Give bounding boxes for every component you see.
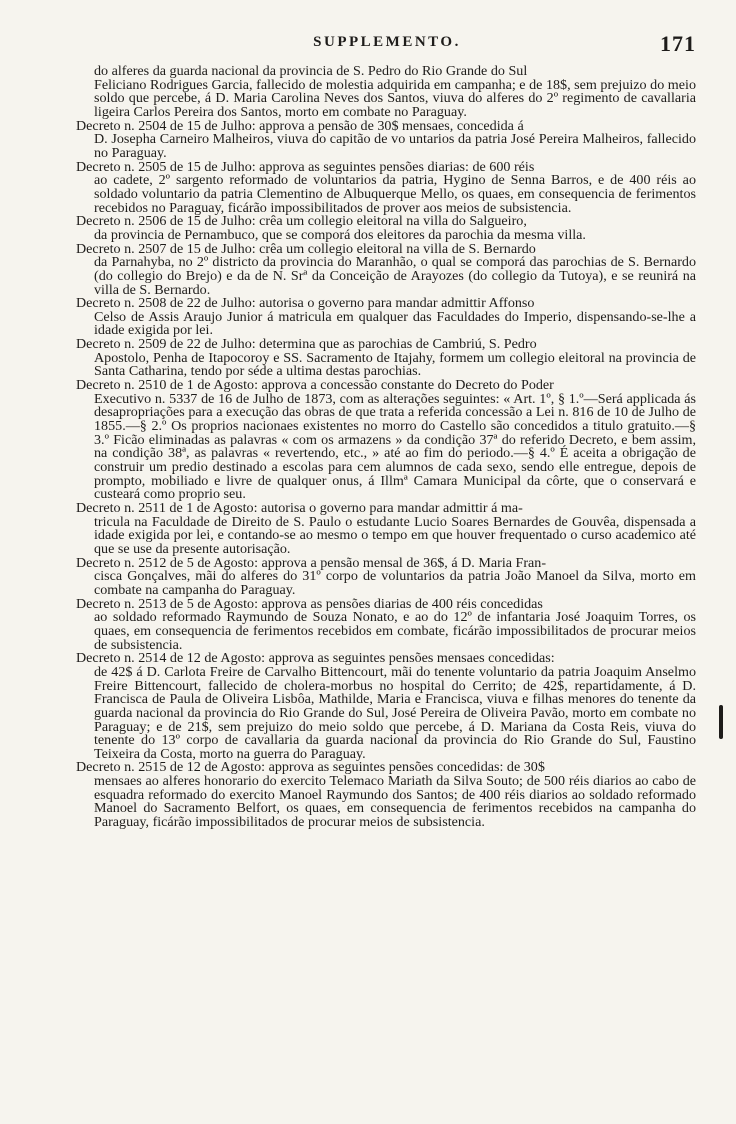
page-number: 171: [660, 31, 696, 56]
entry-continuation: Executivo n. 5337 de 16 de Julho de 1873, com as alterações seguintes: « Art. 1º, § 1.º—Será applicada ás desapropriações para a execução das obras de que trata a referida concessão a Lei n. 816 de 10 de Julho de 1855.—§ 2.º Os proprios nacionaes existentes no morro do Castello são concedidos a titulo gratuito.—§ 3.º Ficão eliminadas as palavras « com os armazens » da condição 37ª do referido Decreto, e bem assim, na condição 38ª, as palavras « revertendo, etc., » até ao fim do periodo.—§ 4.º É aceita a obrigação de construir um predio destinado a escolas para cem alumnos de cada sexo, sendo elle entregue, depois de prompto, mobiliado e livre de qualquer onus, á Illmª Camara Municipal da côrte, que o conservará e custeará como proprio seu.: [94, 390, 696, 503]
decree-entry: [76, 240, 696, 298]
entry-continuation: ao soldado reformado Raymundo de Souza Nonato, e ao do 12º de infantaria José Joaquim Torres, os quaes, em consequencia de ferimentos recebidos em combate, ficárão impossibilitados de procurar meios de subsistencia.: [94, 609, 696, 653]
margin-mark: [719, 705, 723, 739]
entry-first-line: Decreto n. 2508 de 22 de Julho: autorisa o governo para mandar admittir Affonso: [76, 295, 535, 312]
decree-entry: [76, 338, 696, 379]
decree-entry: [76, 65, 696, 120]
entry-first-line: Decreto n. 2505 de 15 de Julho: approva as seguintes pensões diarias: de 600 réis: [76, 158, 535, 175]
entry-first-line: Decreto n. 2515 de 12 de Agosto: approva as seguintes pensões concedidas: de 30$: [76, 759, 545, 776]
decree-entry: [76, 297, 696, 338]
entry-first-line: Decreto n. 2504 de 15 de Julho: approva a pensão de 30$ mensaes, concedida á: [76, 117, 524, 134]
entry-continuation: da provincia de Pernambuco, que se comporá dos eleitores da parochia da mesma villa.: [94, 226, 586, 243]
decree-entry: [76, 158, 696, 216]
entry-first-line: Decreto n. 2512 de 5 de Agosto: approva a pensão mensal de 36$, á D. Maria Fran-: [76, 554, 547, 571]
entry-continuation: Celso de Assis Araujo Junior á matricula em qualquer das Faculdades do Imperio, dispensando-se-lhe a idade exigida por lei.: [94, 308, 696, 339]
entry-continuation: cisca Gonçalves, mãi do alferes do 31º corpo de voluntarios da patria João Manoel da Silva, morto em combate na campanha do Paraguay.: [94, 568, 696, 598]
entry-continuation: ao cadete, 2º sargento reformado de voluntarios da patria, Hygino de Senna Barros, e de 400 réis ao soldado voluntario da patria Clementino de Albuquerque Mello, os quaes, em consequencia de ferimentos recebidos no Paraguay, ficárão impossibilitados de prover aos meios de subsistencia.: [94, 172, 696, 216]
entry-first-line: do alferes da guarda nacional da provincia de S. Pedro do Rio Grande do Sul: [94, 63, 528, 79]
entry-continuation: D. Josepha Carneiro Malheiros, viuva do capitão de vo untarios da patria José Pereira Malheiros, fallecido no Paraguay.: [94, 131, 696, 161]
decree-entry: [76, 379, 696, 502]
entry-continuation: Feliciano Rodrigues Garcia, fallecido de molestia adquirida em campanha; e de 18$, sem prejuizo do meio soldo que percebe, á D. Maria Carolina Neves dos Santos, viuva do alferes do 2º regimento de cavallaria ligeira Carlos Pereira dos Santos, morto em combate no Paraguay.: [94, 76, 696, 120]
entry-continuation: mensaes ao alferes honorario do exercito Telemaco Mariath da Silva Souto; de 500 réis diarios ao cabo de esquadra reformado do exercito Manoel Raymundo dos Santos; de 400 réis diarios ao soldado reformado Manoel do Sacramento Belfort, os quaes, em consequencia de ferimentos recebidos na campanha do Paraguay, ficárão impossibilitados de procurar meios de subsistencia.: [94, 773, 696, 831]
entry-continuation: tricula na Faculdade de Direito de S. Paulo o estudante Lucio Soares Bernardes de Gouvêa, dispensada a idade exigida por lei, e contando-se ao mesmo o tempo em que houver frequentado o curso academico até que se use da presente autorisação.: [94, 513, 696, 557]
decree-list: [76, 65, 696, 830]
entry-continuation: da Parnahyba, no 2º districto da provincia do Maranhão, o qual se comporá das parochias de S. Bernardo (do collegio do Brejo) e da de N. Srª da Conceição de Arayozes (do collegio da Tutoya), e se reunirá na villa de S. Bernardo.: [94, 254, 696, 298]
entry-first-line: Decreto n. 2506 de 15 de Julho: crêa um collegio eleitoral na villa do Salgueiro,: [76, 213, 527, 230]
decree-entry: [76, 652, 696, 761]
entry-first-line: Decreto n. 2509 de 22 de Julho: determina que as parochias de Cambriú, S. Pedro: [76, 336, 537, 353]
decree-entry: [76, 554, 696, 598]
decree-entry: [76, 595, 696, 653]
decree-entry: [76, 502, 696, 557]
running-head: SUPPLEMENTO.: [313, 34, 461, 50]
entry-first-line: Decreto n. 2513 de 5 de Agosto: approva as pensões diarias de 400 réis concedidas: [76, 595, 543, 612]
decree-entry: [76, 215, 696, 242]
entry-first-line: Decreto n. 2507 de 15 de Julho: crêa um collegio eleitoral na villa de S. Bernardo: [76, 240, 536, 257]
decree-entry: [76, 761, 696, 829]
entry-first-line: Decreto n. 2514 de 12 de Agosto: approva as seguintes pensões mensaes concedidas:: [76, 650, 555, 667]
entry-continuation: Apostolo, Penha de Itapocoroy e SS. Sacramento de Itajahy, formem um collegio eleitoral na provincia de Santa Catharina, tendo por séde a ultima destas parochias.: [94, 349, 696, 380]
entry-first-line: Decreto n. 2510 de 1 de Agosto: approva a concessão constante do Decreto do Poder: [76, 377, 554, 394]
entry-first-line: Decreto n. 2511 de 1 de Agosto: autorisa o governo para mandar admittir á ma-: [76, 500, 523, 516]
decree-entry: [76, 117, 696, 161]
entry-continuation: de 42$ á D. Carlota Freire de Carvalho Bittencourt, mãi do tenente voluntario da patria Joaquim Anselmo Freire Bittencourt, fallecido de cholera-morbus no hospital do Cerrito; de 42$, repartidamente, á D. Francisca de Paula de Oliveira Lisbôa, Mathilde, Maria e Francisca, viuva e filhas menores do tenente da guarda nacional da provincia do Rio Grande do Sul, José Pereira de Oliveira Pavão, morto em combate no Paraguay; e de 21$, sem prejuizo do meio soldo que percebe, á D. Mariana da Costa Reis, viuva do tenente do 13º corpo de cavallaria da guarda nacional da provincia do Rio Grande do Sul, Faustino Teixeira da Costa, morto na guerra do Paraguay.: [94, 663, 696, 762]
page-header: [78, 31, 696, 56]
